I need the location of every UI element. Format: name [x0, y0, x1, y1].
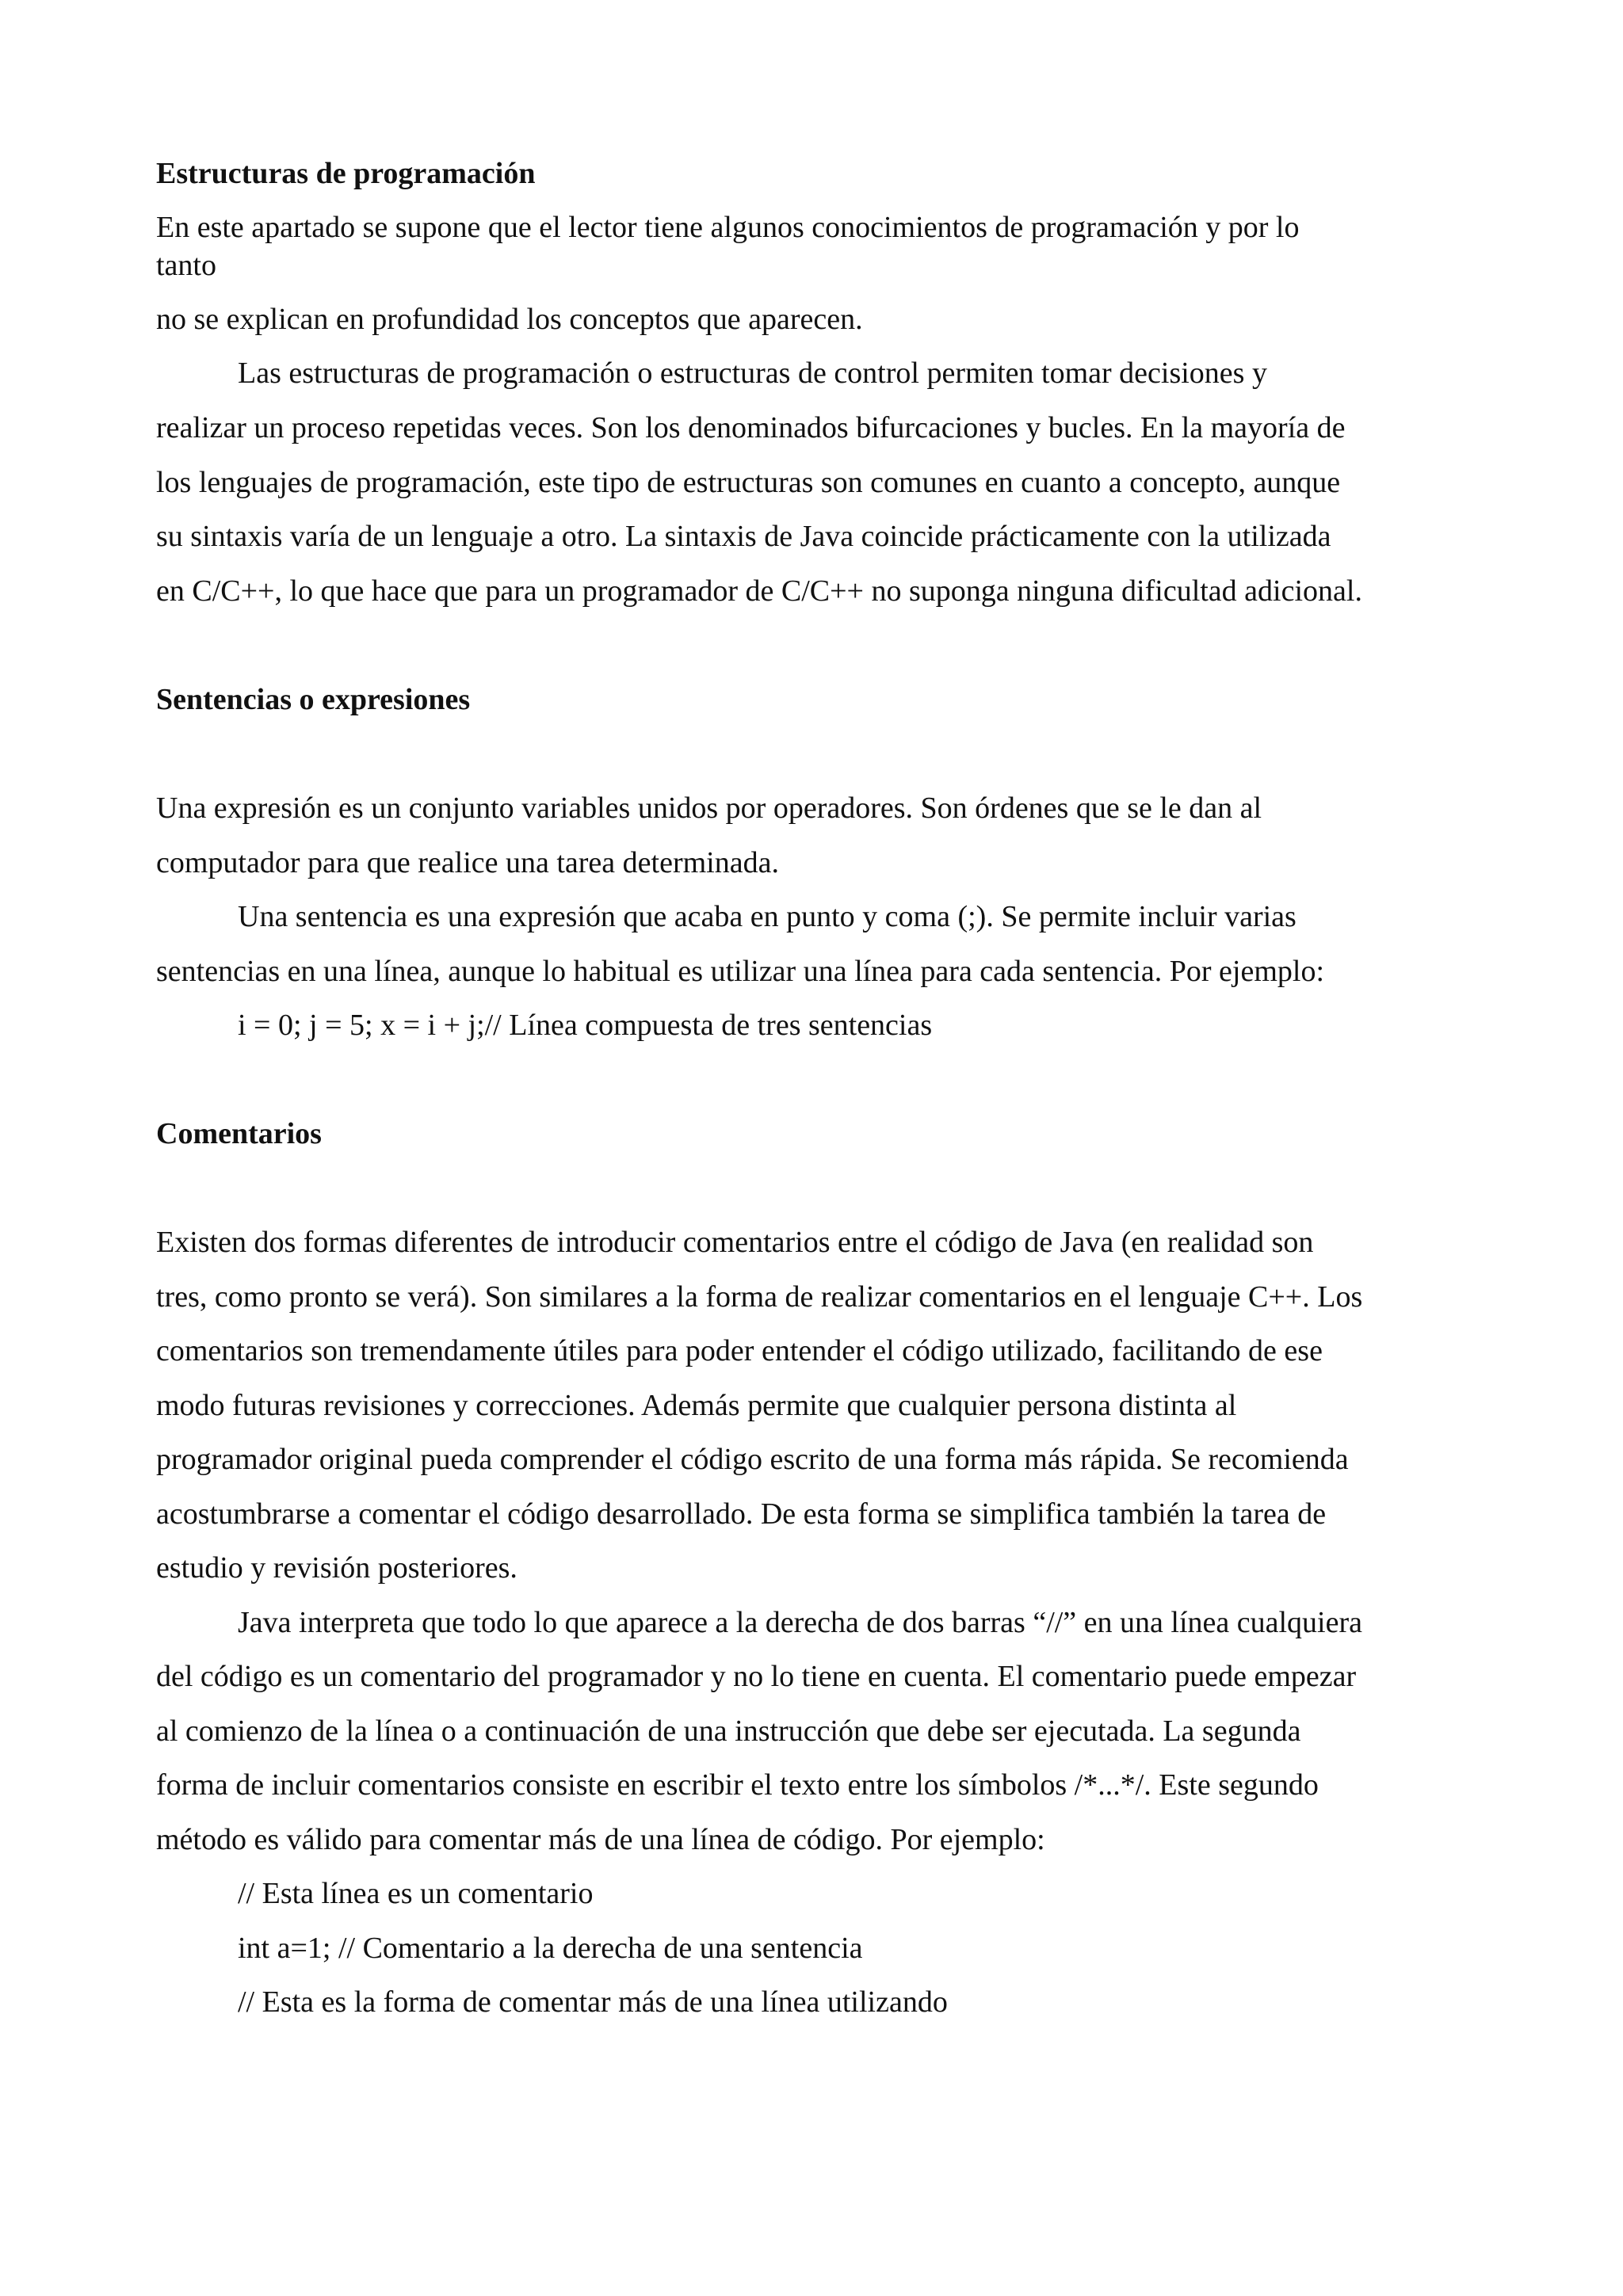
code-example-line: // Esta línea es un comentario: [238, 1877, 594, 1910]
paragraph-line: En este apartado se supone que el lector tiene algunos conocimientos de programación y por lo: [156, 211, 1300, 244]
paragraph-line: acostumbrarse a comentar el código desarrollado. De esta forma se simplifica también la tarea de: [156, 1497, 1327, 1531]
paragraph-line: programador original pueda comprender el código escrito de una forma más rápida. Se recomienda: [156, 1443, 1349, 1476]
paragraph-line: método es válido para comentar más de una línea de código. Por ejemplo:: [156, 1823, 1045, 1856]
paragraph-line: los lenguajes de programación, este tipo de estructuras son comunes en cuanto a concepto, aunque: [156, 466, 1341, 499]
paragraph-line: tres, como pronto se verá). Son similares a la forma de realizar comentarios en el lenguaje C++. Los: [156, 1280, 1363, 1314]
code-example-line: int a=1; // Comentario a la derecha de una sentencia: [238, 1932, 863, 1965]
paragraph-line: Una expresión es un conjunto variables unidos por operadores. Son órdenes que se le dan al: [156, 791, 1262, 825]
paragraph-line: Una sentencia es una expresión que acaba en punto y coma (;). Se permite incluir varias: [238, 900, 1296, 933]
paragraph-line: sentencias en una línea, aunque lo habitual es utilizar una línea para cada sentencia. Por ejemplo:: [156, 955, 1325, 988]
section-heading-sentencias: Sentencias o expresiones: [156, 683, 471, 716]
code-example-line: // Esta es la forma de comentar más de una línea utilizando: [238, 1985, 948, 2019]
paragraph-line: Java interpreta que todo lo que aparece a la derecha de dos barras “//” en una línea cualquiera: [238, 1606, 1362, 1639]
paragraph-line: comentarios son tremendamente útiles para poder entender el código utilizado, facilitando de ese: [156, 1334, 1323, 1367]
paragraph-line: Las estructuras de programación o estructuras de control permiten tomar decisiones y: [238, 357, 1267, 390]
paragraph-line: su sintaxis varía de un lenguaje a otro. La sintaxis de Java coincide prácticamente con la utilizada: [156, 520, 1331, 553]
paragraph-line: del código es un comentario del programador y no lo tiene en cuenta. El comentario puede empezar: [156, 1660, 1357, 1693]
paragraph-line: en C/C++, lo que hace que para un programador de C/C++ no suponga ninguna dificultad adicional.: [156, 574, 1362, 608]
paragraph-line: tanto: [156, 249, 216, 282]
paragraph-line: no se explican en profundidad los conceptos que aparecen.: [156, 303, 863, 336]
code-example-line: i = 0; j = 5; x = i + j;// Línea compuesta de tres sentencias: [238, 1009, 933, 1042]
section-heading-estructuras: Estructuras de programación: [156, 157, 536, 190]
paragraph-line: al comienzo de la línea o a continuación de una instrucción que debe ser ejecutada. La segunda: [156, 1714, 1301, 1748]
paragraph-line: realizar un proceso repetidas veces. Son los denominados bifurcaciones y bucles. En la mayoría de: [156, 411, 1346, 444]
paragraph-line: Existen dos formas diferentes de introducir comentarios entre el código de Java (en realidad son: [156, 1226, 1314, 1259]
paragraph-line: forma de incluir comentarios consiste en escribir el texto entre los símbolos /*...*/. Este segundo: [156, 1768, 1319, 1802]
paragraph-line: estudio y revisión posteriores.: [156, 1551, 517, 1585]
paragraph-line: computador para que realice una tarea determinada.: [156, 846, 779, 879]
section-heading-comentarios: Comentarios: [156, 1117, 322, 1150]
paragraph-line: modo futuras revisiones y correcciones. Además permite que cualquier persona distinta al: [156, 1389, 1237, 1422]
